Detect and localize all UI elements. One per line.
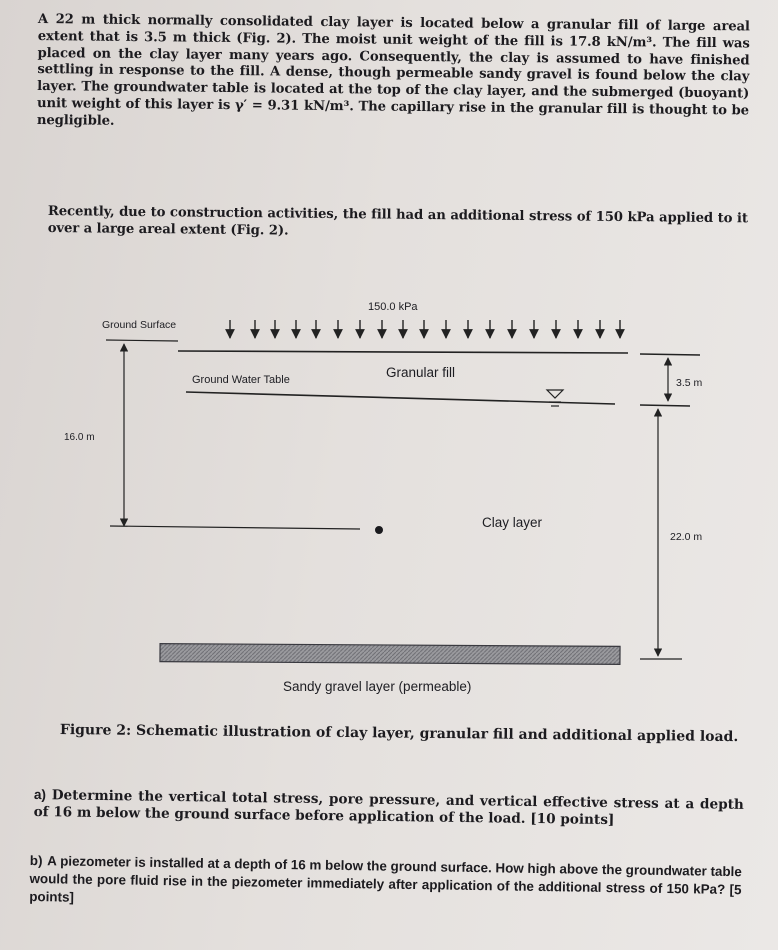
fill-thickness-tick-top <box>640 354 700 355</box>
gravel-layer-band <box>160 644 620 665</box>
fill-thickness-tick-bottom <box>640 405 690 406</box>
figure-caption: Figure 2: Schematic illustration of clay layer, granular fill and additional applied load. <box>59 722 739 746</box>
water-table-icon <box>547 390 563 406</box>
ground-surface-label: Ground Surface <box>102 319 177 331</box>
fill-thickness-label: 3.5 m <box>676 377 703 389</box>
fill-top-line <box>178 351 628 353</box>
clay-label: Clay layer <box>482 515 543 530</box>
question-b-prefix: b) <box>29 852 43 869</box>
load-label: 150.0 kPa <box>368 301 418 313</box>
gravel-label: Sandy gravel layer (permeable) <box>283 679 472 694</box>
depth-label: 16.0 m <box>64 432 95 443</box>
depth-point-marker <box>375 526 383 534</box>
ground-surface-line <box>106 340 178 341</box>
problem-intro-paragraph: A 22 m thick normally consolidated clay layer is located below a granular fill of large areal extent that is 3.5 m thick (Fig. 2). The moist unit weight of the fill is 17.8 kN/m³. The fill was placed on the clay layer many years ago. Consequently, the clay is assumed to have finished settling in response to the fill. A dense, though permeable sandy gravel is found below the clay layer. The groundwater table is located at the top of the clay layer, and the submerged (buoyant) unit weight of this layer is γ′ = 9.31 kN/m³. The capillary rise in the granular fill is thought to be negligible. <box>36 12 750 129</box>
question-a-text: Determine the vertical total stress, pore pressure, and vertical effective stress at a depth of 16 m below the ground surface before application of the load. [10 points] <box>33 787 744 829</box>
question-b-text: A piezometer is installed at a depth of 16 m below the ground surface. How high above the groundwater table would the pore fluid rise in the piezometer immediately after application of the additional stress of 150 kPa? [5 points] <box>29 853 742 905</box>
problem-recent-paragraph: Recently, due to construction activities, the fill had an additional stress of 150 kPa applied to it over a large areal extent (Fig. 2). <box>47 204 748 239</box>
load-arrows <box>230 320 620 338</box>
question-a-prefix: a) <box>33 786 47 803</box>
question-a <box>34 786 744 831</box>
gwt-label: Ground Water Table <box>192 374 290 386</box>
depth-reference-line <box>110 526 360 529</box>
fill-label: Granular fill <box>386 365 456 380</box>
soil-profile-diagram <box>0 280 778 700</box>
clay-thickness-label: 22.0 m <box>670 531 703 543</box>
question-b <box>29 852 742 917</box>
